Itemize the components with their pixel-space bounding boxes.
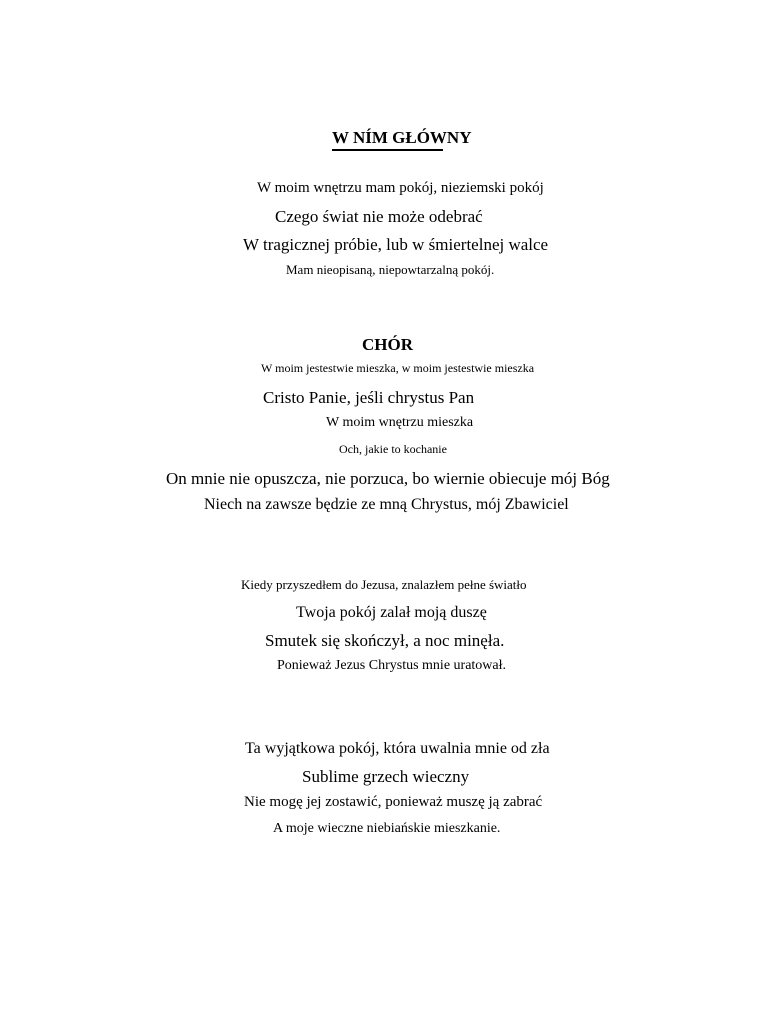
chorus-line-5: On mnie nie opuszcza, nie porzuca, bo wiernie obiecuje mój Bóg bbox=[166, 469, 610, 488]
verse2-line-4: Ponieważ Jezus Chrystus mnie uratował. bbox=[277, 658, 507, 673]
chorus-line-4: Och, jakie to kochanie bbox=[339, 442, 447, 456]
chorus-line-2: Cristo Panie, jeśli chrystus Pan bbox=[263, 388, 475, 407]
verse1-line-2: Czego świat nie może odebrać bbox=[275, 207, 483, 226]
verse1-line-3: W tragicznej próbie, lub w śmiertelnej walce bbox=[243, 235, 549, 254]
verse3-line-4: A moje wieczne niebiańskie mieszkanie. bbox=[273, 821, 501, 836]
chorus-line-1: W moim jestestwie mieszka, w moim jestestwie mieszka bbox=[261, 361, 535, 375]
chorus-line-6: Niech na zawsze będzie ze mną Chrystus, mój Zbawiciel bbox=[204, 496, 569, 513]
verse3-line-1: Ta wyjątkowa pokój, która uwalnia mnie od zła bbox=[245, 740, 550, 757]
verse3-line-3: Nie mogę jej zostawić, ponieważ muszę ją zabrać bbox=[244, 794, 543, 810]
song-title: W NÍM GŁÓWNY bbox=[332, 128, 472, 147]
verse2-line-2: Twoja pokój zalał moją duszę bbox=[296, 604, 487, 621]
title-underline bbox=[332, 149, 443, 151]
verse1-line-1: W moim wnętrzu mam pokój, nieziemski pokój bbox=[257, 180, 544, 196]
verse3-line-2: Sublime grzech wieczny bbox=[302, 767, 470, 786]
verse2-line-1: Kiedy przyszedłem do Jezusa, znalazłem pełne światło bbox=[241, 577, 527, 592]
chorus-title: CHÓR bbox=[362, 335, 413, 354]
verse2-line-3: Smutek się skończył, a noc minęła. bbox=[265, 631, 505, 650]
chorus-line-3: W moim wnętrzu mieszka bbox=[326, 415, 474, 430]
verse1-line-4: Mam nieopisaną, niepowtarzalną pokój. bbox=[286, 262, 495, 277]
